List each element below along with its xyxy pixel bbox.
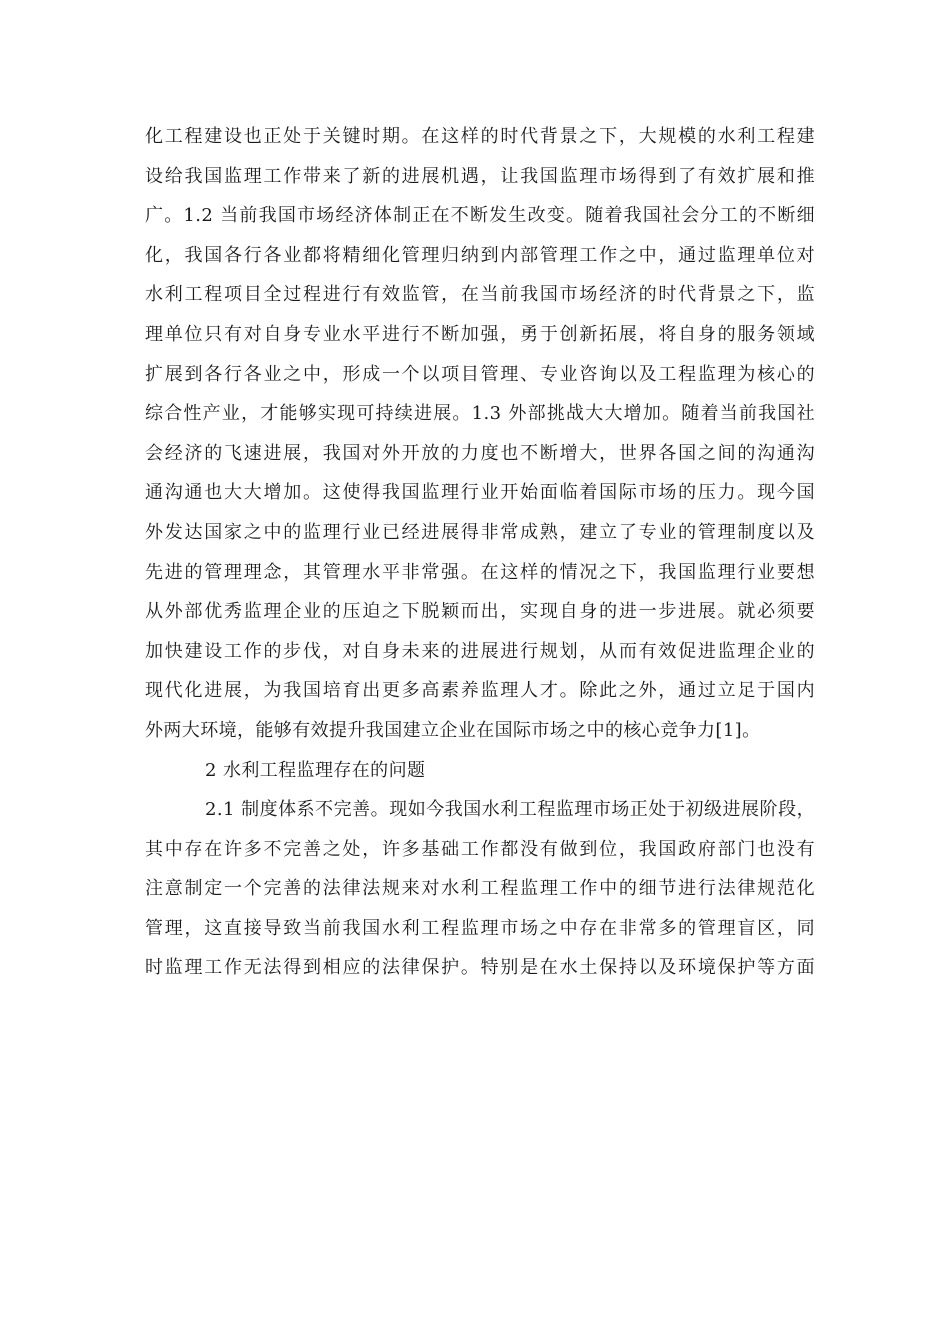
section-heading: 2 水利工程监理存在的问题	[205, 759, 426, 781]
text-line: 时监理工作无法得到相应的法律保护。特别是在水土保持以及环境保护等方面	[145, 957, 815, 979]
text-line: 水利工程项目全过程进行有效监管，在当前我国市场经济的时代背景之下，监	[145, 284, 815, 306]
text-line: 设给我国监理工作带来了新的进展机遇，让我国监理市场得到了有效扩展和推	[145, 165, 815, 187]
text-line: 外发达国家之中的监理行业已经进展得非常成熟，建立了专业的管理制度以及	[145, 521, 815, 543]
text-line: 外两大环境，能够有效提升我国建立企业在国际市场之中的核心竞争力[1]。	[145, 719, 761, 741]
text-line: 化，我国各行各业都将精细化管理归纳到内部管理工作之中，通过监理单位对	[145, 244, 815, 266]
text-line: 通沟通也大大增加。这使得我国监理行业开始面临着国际市场的压力。现今国	[145, 482, 815, 504]
text-line: 先进的管理理念，其管理水平非常强。在这样的情况之下，我国监理行业要想	[145, 561, 815, 583]
text-line: 化工程建设也正处于关键时期。在这样的时代背景之下，大规模的水利工程建	[145, 126, 815, 147]
text-line: 现代化进展，为我国培育出更多高素养监理人才。除此之外，通过立足于国内	[145, 680, 815, 702]
text-line: 其中存在许多不完善之处，许多基础工作都没有做到位，我国政府部门也没有	[145, 838, 815, 860]
text-line: 理单位只有对自身专业水平进行不断加强，勇于创新拓展，将自身的服务领域	[145, 323, 815, 345]
document-body	[145, 117, 815, 988]
text-line: 注意制定一个完善的法律法规来对水利工程监理工作中的细节进行法律规范化	[145, 878, 815, 900]
text-line: 管理，这直接导致当前我国水利工程监理市场之中存在非常多的管理盲区，同	[145, 917, 815, 939]
text-line: 2.1 制度体系不完善。现如今我国水利工程监理市场正处于初级进展阶段，	[205, 799, 815, 821]
text-line: 广。1.2 当前我国市场经济体制正在不断发生改变。随着我国社会分工的不断细	[145, 205, 815, 227]
text-line: 会经济的飞速进展，我国对外开放的力度也不断增大，世界各国之间的沟通沟	[145, 442, 815, 464]
text-line: 从外部优秀监理企业的压迫之下脱颖而出，实现自身的进一步进展。就必须要	[145, 601, 815, 623]
text-line: 加快建设工作的步伐，对自身未来的进展进行规划，从而有效促进监理企业的	[145, 640, 815, 662]
paragraph-2	[145, 790, 815, 988]
text-line: 综合性产业，才能够实现可持续进展。1.3 外部挑战大大增加。随着当前我国社	[145, 403, 815, 425]
text-line: 扩展到各行各业之中，形成一个以项目管理、专业咨询以及工程监理为核心的	[145, 363, 815, 385]
paragraph-1	[145, 117, 815, 751]
